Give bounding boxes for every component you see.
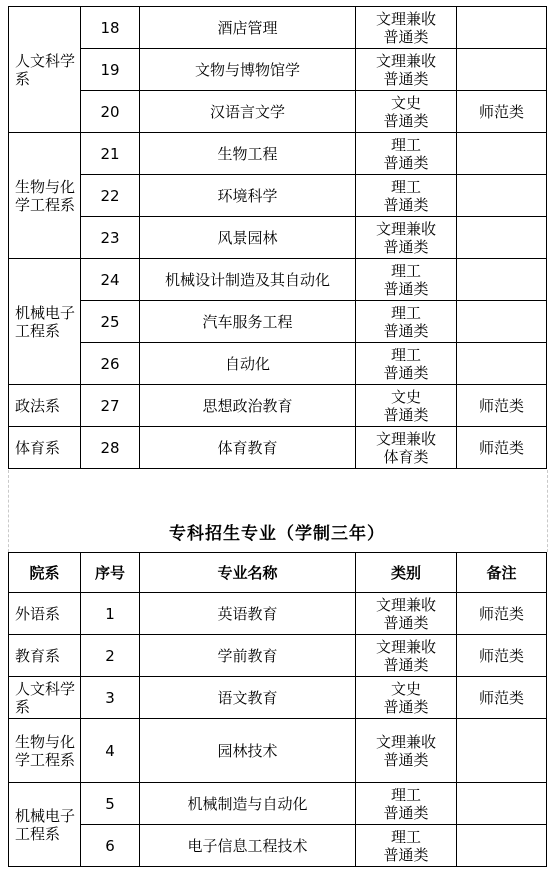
note-cell (457, 49, 547, 91)
dept-cell: 人文科学系 (9, 7, 81, 133)
note-cell (457, 719, 547, 783)
junior-college-majors-table (8, 552, 547, 867)
table-row (9, 677, 547, 719)
category-cell: 文理兼收 普通类 (356, 635, 457, 677)
table-row (9, 635, 547, 677)
note-cell (457, 133, 547, 175)
header-category: 类别 (356, 553, 457, 593)
note-cell (457, 7, 547, 49)
major-name: 生物工程 (140, 133, 356, 175)
table-header-row (9, 553, 547, 593)
major-name: 思想政治教育 (140, 385, 356, 427)
major-name: 环境科学 (140, 175, 356, 217)
row-number: 24 (81, 259, 140, 301)
row-number: 19 (81, 49, 140, 91)
note-cell: 师范类 (457, 593, 547, 635)
table-row (9, 7, 547, 49)
dept-cell: 体育系 (9, 427, 81, 469)
table-row (9, 217, 547, 259)
category-cell: 理工 普通类 (356, 175, 457, 217)
table-row (9, 343, 547, 385)
note-cell (457, 217, 547, 259)
table-row (9, 49, 547, 91)
row-number: 4 (81, 719, 140, 783)
category-cell: 理工 普通类 (356, 259, 457, 301)
table-row (9, 91, 547, 133)
table-row (9, 259, 547, 301)
note-cell: 师范类 (457, 677, 547, 719)
category-cell: 文理兼收 普通类 (356, 49, 457, 91)
category-cell: 理工 普通类 (356, 783, 457, 825)
category-cell: 文理兼收 普通类 (356, 7, 457, 49)
category-cell: 文理兼收 普通类 (356, 217, 457, 259)
note-cell (457, 343, 547, 385)
table-row (9, 133, 547, 175)
row-number: 18 (81, 7, 140, 49)
major-name: 园林技术 (140, 719, 356, 783)
table-row (9, 175, 547, 217)
category-cell: 理工 普通类 (356, 825, 457, 867)
major-name: 英语教育 (140, 593, 356, 635)
row-number: 28 (81, 427, 140, 469)
dept-cell: 政法系 (9, 385, 81, 427)
note-cell (457, 175, 547, 217)
category-cell: 文理兼收 普通类 (356, 719, 457, 783)
category-cell: 文史 普通类 (356, 385, 457, 427)
row-number: 1 (81, 593, 140, 635)
row-number: 6 (81, 825, 140, 867)
major-name: 自动化 (140, 343, 356, 385)
note-cell (457, 825, 547, 867)
row-number: 26 (81, 343, 140, 385)
table-row (9, 427, 547, 469)
section-title: 专科招生专业（学制三年） (169, 524, 385, 544)
note-cell (457, 259, 547, 301)
note-cell: 师范类 (457, 427, 547, 469)
dept-cell: 机械电子工程系 (9, 783, 81, 867)
table-row (9, 719, 547, 783)
major-name: 机械制造与自动化 (140, 783, 356, 825)
note-cell (457, 301, 547, 343)
major-name: 语文教育 (140, 677, 356, 719)
major-name: 电子信息工程技术 (140, 825, 356, 867)
major-name: 汉语言文学 (140, 91, 356, 133)
major-name: 体育教育 (140, 427, 356, 469)
header-major: 专业名称 (140, 553, 356, 593)
table-row (9, 825, 547, 867)
table-row (9, 593, 547, 635)
row-number: 22 (81, 175, 140, 217)
major-name: 文物与博物馆学 (140, 49, 356, 91)
note-cell: 师范类 (457, 385, 547, 427)
header-dept: 院系 (9, 553, 81, 593)
note-cell (457, 783, 547, 825)
row-number: 20 (81, 91, 140, 133)
category-cell: 文史 普通类 (356, 677, 457, 719)
category-cell: 理工 普通类 (356, 133, 457, 175)
dept-cell: 生物与化学工程系 (9, 719, 81, 783)
dept-cell: 人文科学系 (9, 677, 81, 719)
dept-cell: 教育系 (9, 635, 81, 677)
table-row (9, 385, 547, 427)
category-cell: 理工 普通类 (356, 301, 457, 343)
undergraduate-majors-table-continued (8, 6, 547, 469)
major-name: 汽车服务工程 (140, 301, 356, 343)
category-cell: 文史 普通类 (356, 91, 457, 133)
header-note: 备注 (457, 553, 547, 593)
category-cell: 文理兼收 普通类 (356, 593, 457, 635)
note-cell: 师范类 (457, 635, 547, 677)
category-cell: 文理兼收 体育类 (356, 427, 457, 469)
table-row (9, 783, 547, 825)
major-name: 机械设计制造及其自动化 (140, 259, 356, 301)
table-row (9, 301, 547, 343)
row-number: 25 (81, 301, 140, 343)
header-no: 序号 (81, 553, 140, 593)
row-number: 27 (81, 385, 140, 427)
dept-cell: 机械电子工程系 (9, 259, 81, 385)
row-number: 3 (81, 677, 140, 719)
row-number: 21 (81, 133, 140, 175)
major-name: 风景园林 (140, 217, 356, 259)
category-cell: 理工 普通类 (356, 343, 457, 385)
dept-cell: 外语系 (9, 593, 81, 635)
note-cell: 师范类 (457, 91, 547, 133)
major-name: 酒店管理 (140, 7, 356, 49)
dept-cell: 生物与化学工程系 (9, 133, 81, 259)
major-name: 学前教育 (140, 635, 356, 677)
row-number: 23 (81, 217, 140, 259)
row-number: 5 (81, 783, 140, 825)
row-number: 2 (81, 635, 140, 677)
